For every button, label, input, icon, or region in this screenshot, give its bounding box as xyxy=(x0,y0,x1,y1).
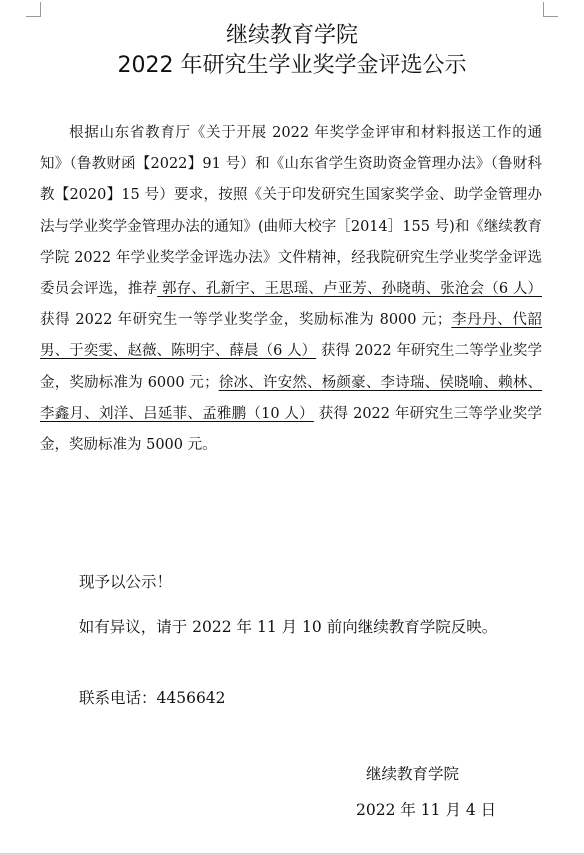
third-class-recipients: 徐冰、许安然、杨颜豪、李诗瑞、侯晓喻、赖林、李鑫月、刘洋、吕延菲、孟雅鹏（10 人） xyxy=(40,374,543,422)
third-class-award: 获得 2022 年研究生三等学业奖学金，奖励标准为 5000 元。 xyxy=(40,405,543,454)
page-corner-mark-right xyxy=(543,2,558,17)
second-class-recipients: 李丹丹、代韶男、于奕雯、赵薇、陈明宇、薛晨（6 人） xyxy=(40,312,542,360)
document-title-line2: 2022 年研究生学业奖学金评选公示 xyxy=(117,53,467,78)
objection-text: 如有异议，请于 2022 年 11 月 10 前向继续教育学院反映。 xyxy=(78,618,498,636)
objection-paragraph xyxy=(40,608,540,646)
first-class-recipients: 郭存、孔新宇、王思瑶、卢亚芳、孙晓萌、张沧会（6 人） xyxy=(157,281,542,298)
signature-org: 继续教育学院 xyxy=(366,765,460,783)
contact-phone: 联系电话：4456642 xyxy=(79,689,226,707)
notice-intro: 根据山东省教育厅《关于开展 2022 年奖学金评审和材料报送工作的通知》（鲁教财函【2022】91 号）和《山东省学生资助资金管理办法》（鲁财科教【2020】15 号）要求，按照《关于印发研究生国家奖学金、助学金管理办法与学业奖学金管理办法的通知》(曲师大校字［2014］155 号)和《继续教育学院 2022 年学业奖学金评选办法》文件精神，经我院研究生学业奖学金评选委员会评选，推荐 xyxy=(40,125,542,298)
signature-date: 2022 年 11 月 4 日 xyxy=(356,801,497,819)
second-class-award: 获得 2022 年研究生二等学业奖学金，奖励标准为 6000 元； xyxy=(40,343,542,391)
page-corner-mark-left xyxy=(26,2,41,17)
publicity-line: 现予以公示！ xyxy=(79,573,173,591)
document-title-line1: 继续教育学院 xyxy=(225,23,358,48)
notice-paragraph-main xyxy=(40,118,542,461)
notice-body xyxy=(40,118,542,461)
first-class-award: 获得 2022 年研究生一等学业奖学金，奖励标准为 8000 元； xyxy=(40,312,452,329)
